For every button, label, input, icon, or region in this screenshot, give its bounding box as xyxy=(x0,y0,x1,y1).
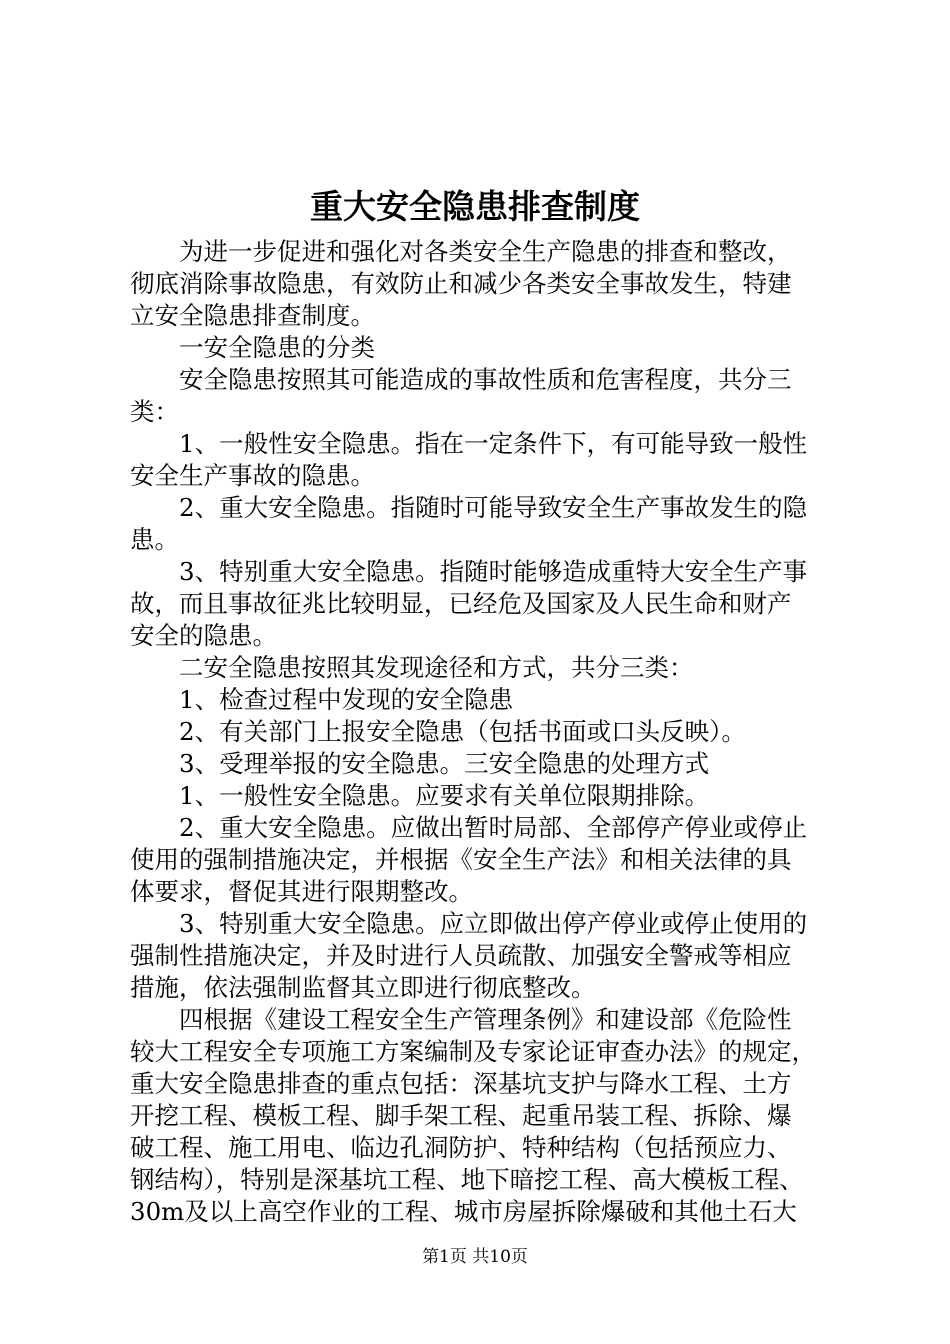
document-title: 重大安全隐患排查制度 xyxy=(310,187,640,226)
text-line: 故，而且事故征兆比较明显，已经危及国家及人民生命和财产 xyxy=(130,589,792,618)
text-line: 较大工程安全专项施工方案编制及专家论证审查办法》的规定， xyxy=(130,1037,816,1066)
list-item: 2、重大安全隐患。指随时可能导致安全生产事故发生的隐 xyxy=(179,493,808,522)
text-line: 重大安全隐患排查的重点包括：深基坑支护与降水工程、土方 xyxy=(130,1069,792,1098)
list-item: 3、受理举报的安全隐患。三安全隐患的处理方式 xyxy=(179,749,710,778)
section-heading: 一安全隐患的分类 xyxy=(179,333,375,362)
list-item: 1、检查过程中发现的安全隐患 xyxy=(179,685,514,714)
text-line: 安全隐患按照其可能造成的事故性质和危害程度，共分三 xyxy=(179,365,792,394)
text-line: 破工程、施工用电、临边孔洞防护、特种结构（包括预应力、 xyxy=(130,1133,792,1162)
text-line: 立安全隐患排查制度。 xyxy=(130,301,375,330)
list-item: 1、一般性安全隐患。指在一定条件下，有可能导致一般性 xyxy=(179,429,808,458)
section-heading: 二安全隐患按照其发现途径和方式，共分三类： xyxy=(179,653,694,682)
text-line: 患。 xyxy=(130,525,179,554)
text-line: 安全生产事故的隐患。 xyxy=(130,461,375,490)
text-line: 安全的隐患。 xyxy=(130,621,277,650)
text-line: 强制性措施决定，并及时进行人员疏散、加强安全警戒等相应 xyxy=(130,941,792,970)
text-line: 措施，依法强制监督其立即进行彻底整改。 xyxy=(130,973,596,1002)
text-line: 为进一步促进和强化对各类安全生产隐患的排查和整改， xyxy=(179,237,792,266)
list-item: 2、重大安全隐患。应做出暂时局部、全部停产停业或停止 xyxy=(179,813,808,842)
text-line: 类： xyxy=(130,397,179,426)
text-line: 30m及以上高空作业的工程、城市房屋拆除爆破和其他土石大 xyxy=(130,1197,797,1226)
text-line: 体要求，督促其进行限期整改。 xyxy=(130,877,473,906)
list-item: 3、特别重大安全隐患。指随时能够造成重特大安全生产事 xyxy=(179,557,808,586)
document-body xyxy=(130,236,835,1228)
text-line: 开挖工程、模板工程、脚手架工程、起重吊装工程、拆除、爆 xyxy=(130,1101,792,1130)
list-item: 1、一般性安全隐患。应要求有关单位限期排除。 xyxy=(179,781,710,810)
list-item: 2、有关部门上报安全隐患（包括书面或口头反映）。 xyxy=(179,717,746,746)
page-number: 第1页 共10页 xyxy=(422,1247,528,1267)
list-item: 3、特别重大安全隐患。应立即做出停产停业或停止使用的 xyxy=(179,909,808,938)
text-line: 彻底消除事故隐患，有效防止和减少各类安全事故发生，特建 xyxy=(130,269,792,298)
text-line: 钢结构），特别是深基坑工程、地下暗挖工程、高大模板工程、 xyxy=(130,1165,804,1194)
section-heading: 四根据《建设工程安全生产管理条例》和建设部《危险性 xyxy=(179,1005,792,1034)
text-line: 使用的强制措施决定，并根据《安全生产法》和相关法律的具 xyxy=(130,845,792,874)
